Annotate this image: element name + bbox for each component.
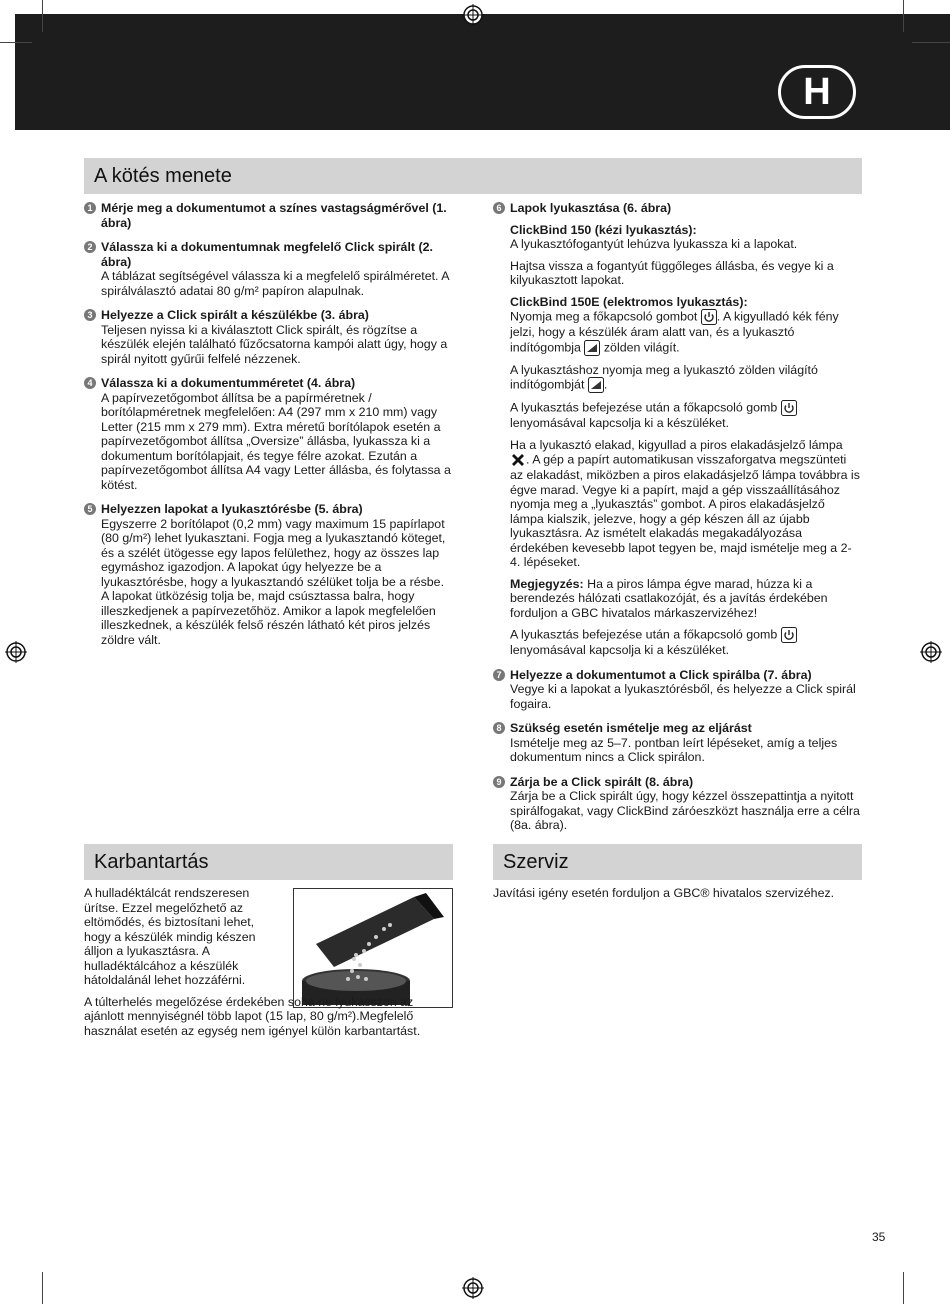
service-text: Javítási igény esetén forduljon a GBC® hivatalos szervizéhez. — [493, 886, 835, 900]
manual-punching-title: ClickBind 150 (kézi lyukasztás): — [510, 222, 697, 237]
maintenance-paragraph: A túlterhelés megelőzése érdekében soha ne lyukasszon az ajánlott mennyiségnél több lapot (15 lap, 80 g/m²).Megfelelő használat esetén az egység nem igényel külön karbantartást. — [84, 994, 421, 1038]
step-title: Zárja be a Click spirált (8. ábra) — [510, 774, 694, 789]
step-title: Válassza ki a dokumentumméretet (4. ábra) — [101, 376, 356, 390]
step-4 — [84, 376, 454, 492]
electric-paragraph: Nyomja meg a főkapcsoló gombot . A kigyulladó kék fény jelzi, hogy a készülék áram alatt van, és a lyukasztó indítógombja zölden világít. — [510, 309, 839, 354]
step-body: Teljesen nyissa ki a kiválasztott Click spirált, és rögzítse a készülék elején található fűzőcsatorna kampói alatt úgy, hogy a spirál nyitott gyűrűi felfelé nézzenek. — [101, 322, 448, 366]
maintenance-section-title: Karbantartás — [84, 844, 453, 880]
step-title: Lapok lyukasztása (6. ábra) — [510, 201, 672, 215]
step-number: 9 — [493, 776, 505, 788]
step-number: 5 — [84, 503, 96, 515]
step-title: Válassza ki a dokumentumnak megfelelő Click spirált (2. ábra) — [101, 240, 433, 269]
step-2 — [84, 240, 454, 298]
power-button-icon — [701, 309, 717, 325]
electric-paragraph: A lyukasztáshoz nyomja meg a lyukasztó zölden világító indítógombját . — [510, 362, 818, 392]
crop-mark — [903, 0, 904, 32]
maintenance-paragraph: A hulladéktálcát rendszeresen ürítse. Ezzel megelőzhető az eltömődés, és biztosítani lehet, hogy a készülék mindig készen álljon a lyukasztásra. A hulladéktálcához a készülék hátoldalánál lehet hozzáférni. — [84, 886, 256, 987]
step-number: 2 — [84, 241, 96, 253]
step-8 — [493, 721, 861, 765]
step-body: Vegye ki a lapokat a lyukasztórésből, és helyezze a Click spirál fogaira. — [510, 682, 856, 711]
step-6 — [493, 201, 861, 658]
electric-paragraph: A lyukasztás befejezése után a főkapcsoló gomb lenyomásával kapcsolja ki a készüléket. — [510, 400, 861, 431]
maintenance-text — [84, 886, 454, 1045]
step-number: 1 — [84, 202, 96, 214]
jam-paragraph: Ha a lyukasztó elakad, kigyullad a piros elakadásjelző lámpa . A gép a papírt automatikusan visszaforgatva megszünteti az elakadást, miközben a piros elakadásjelző lámpa továbbra is égve marad. Vegye ki a papírt, majd a gép visszaállításához nyomja meg a „lyukasztás” gombot. A piros elakadásjelző lámpa kialszik, jelezve, hogy a gép készen áll az újabb lyukasztásra. Az ismételt elakadás megakadályozása érdekében kevesebb lapot tegyen be, majd ismételje meg a 2-4. lépéseket. — [510, 437, 860, 569]
step-body: Egyszerre 2 borítólapot (0,2 mm) vagy maximum 15 papírlapot (80 g/m²) lehet lyukasztani. Fogja meg a lyukasztandó köteget, és a szélét ütögesse egy lapos felülethez, hogy az összes lap egymáshoz igazodjon. A lapokat úgy helyezze be a lyukasztórésbe, hogy a lyukasztandó szélüket tolja be a résbe. A lapokat ütközésig tolja be, majd csúsztassa balra, hogy illeszkedjenek a papírvezetőhöz. Amikor a lapok megfelelően illeszkednek, a készülék felső részén látható két piros jelzés zöldre vált. — [101, 516, 446, 647]
step-body: Zárja be a Click spirált úgy, hogy kézzel összepattintja a nyitott spirálfogakat, vagy ClickBind záróeszközt használja erre a célra (8a. ábra). — [510, 789, 860, 832]
service-section-title: Szerviz — [493, 844, 862, 880]
crop-mark — [912, 42, 950, 43]
manual-paragraph: Hajtsa vissza a fogantyút függőleges állásba, és vegye ki a kilyukasztott lapokat. — [510, 258, 834, 287]
electric-punching-title: ClickBind 150E (elektromos lyukasztás): — [510, 294, 748, 309]
binding-section-title: A kötés menete — [84, 158, 862, 194]
note-paragraph: Megjegyzés: Ha a piros lámpa égve marad, húzza ki a berendezés hálózati csatlakozóját, és a javítás érdekében forduljon a GBC hivatalos márkaszervizéhez! — [510, 576, 828, 620]
step-7 — [493, 668, 861, 712]
registration-mark-icon — [5, 641, 27, 663]
step-number: 4 — [84, 377, 96, 389]
step-3 — [84, 308, 454, 366]
electric-paragraph: A lyukasztás befejezése után a főkapcsoló gomb lenyomásával kapcsolja ki a készüléket. — [510, 627, 861, 658]
step-5 — [84, 502, 454, 647]
power-button-icon — [781, 627, 797, 643]
step-number: 3 — [84, 309, 96, 321]
crop-mark — [42, 1272, 43, 1304]
page-number: 35 — [872, 1230, 886, 1244]
crop-mark — [42, 0, 43, 32]
crop-mark — [903, 1272, 904, 1304]
binding-steps-left — [84, 201, 454, 657]
step-title: Helyezze a dokumentumot a Click spirálba (7. ábra) — [510, 667, 812, 682]
punch-start-button-icon — [584, 340, 600, 356]
crop-mark — [0, 42, 32, 43]
step-1 — [84, 201, 454, 230]
punch-start-button-icon — [588, 377, 604, 393]
step-title: Helyezze a Click spirált a készülékbe (3. ábra) — [101, 308, 369, 322]
registration-mark-icon — [462, 1277, 484, 1299]
step-title: Mérje meg a dokumentumot a színes vastagságmérővel (1. ábra) — [101, 201, 447, 230]
step-body: A táblázat segítségével válassza ki a megfelelő spirálméretet. A spirálválasztó adatai 80 g/m² papíron alapulnak. — [101, 269, 449, 298]
language-badge: H — [778, 65, 856, 119]
registration-mark-icon — [462, 4, 484, 26]
manual-paragraph: A lyukasztófogantyút lehúzva lyukassza ki a lapokat. — [510, 237, 798, 251]
step-number: 8 — [493, 722, 505, 734]
step-body: Ismételje meg az 5–7. pontban leírt lépéseket, amíg a teljes dokumentum nincs a Click spirálon. — [510, 735, 838, 764]
step-9 — [493, 775, 861, 833]
step-title: Szükség esetén ismételje meg az eljárást — [510, 721, 752, 735]
step-number: 7 — [493, 669, 505, 681]
power-button-icon — [781, 400, 797, 416]
step-body: A papírvezetőgombot állítsa be a papírméretnek / borítólapméretnek megfelelően: A4 (297 mm x 210 mm) vagy Letter (215 mm x 279 mm). Extra méretű borítólapok esetén a papírvezetőgombot állítsa „Oversize” állásba, lyukassza ki a dokumentum borítólapjait, és tegye félre azokat. Ezután a papírvezetőgombot állítsa A4 vagy Letter állásba, és folytassa a kötést. — [101, 390, 451, 492]
registration-mark-icon — [920, 641, 942, 663]
binding-steps-right — [493, 201, 861, 843]
step-title: Helyezzen lapokat a lyukasztórésbe (5. ábra) — [101, 502, 363, 516]
jam-indicator-icon — [510, 452, 526, 468]
step-number: 6 — [493, 202, 505, 214]
